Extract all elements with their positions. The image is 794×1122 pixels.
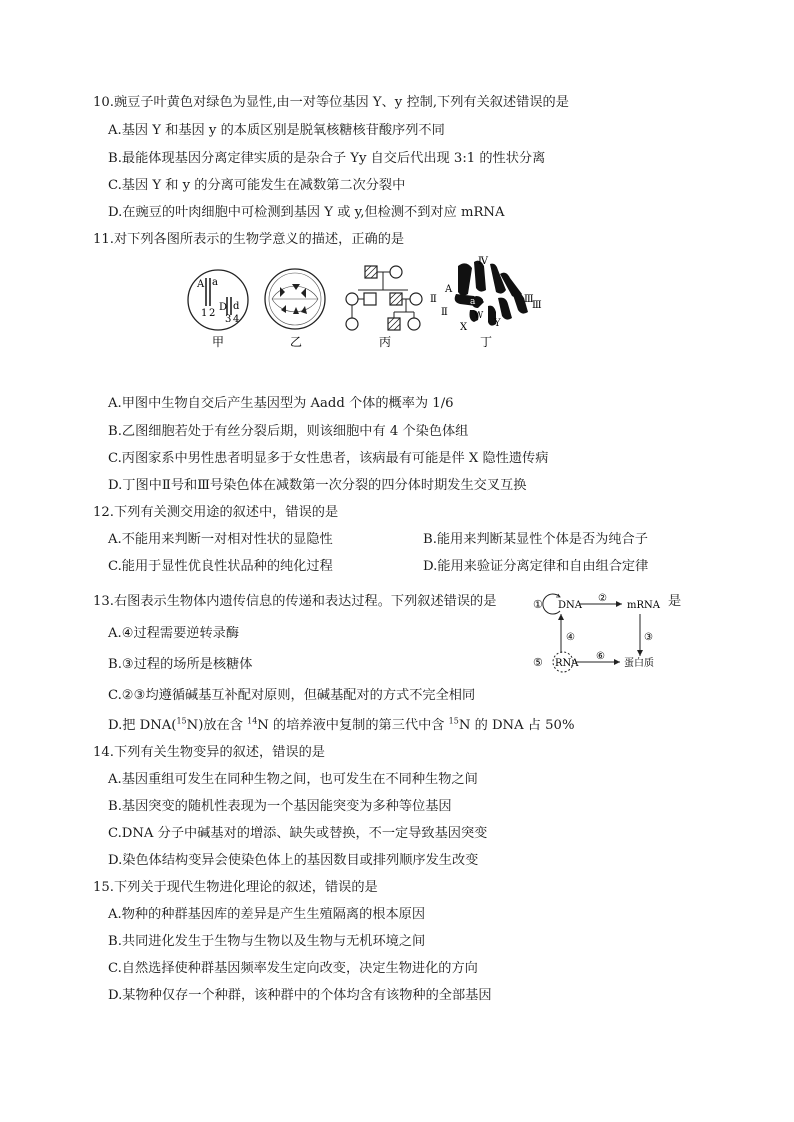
q14-option-b: B.基因突变的随机性表现为一个基因能突变为多种等位基因 — [108, 799, 452, 814]
diag-n3: ③ — [644, 632, 653, 643]
ding-label-A: A — [445, 284, 453, 295]
ding-label-X: X — [460, 322, 468, 333]
q15-option-c: C.自然选择使种群基因频率发生定向改变，决定生物进化的方向 — [108, 961, 478, 976]
q13-option-c: C.②③均遵循碱基互补配对原则，但碱基配对的方式不完全相同 — [108, 688, 476, 703]
ding-label-iv: Ⅳ — [478, 256, 488, 267]
q13-option-a: A.④过程需要逆转录酶 — [108, 626, 240, 641]
q12-option-a: A.不能用来判断一对相对性状的显隐性 — [108, 532, 333, 547]
diag-mrna: mRNA — [627, 600, 660, 611]
q13-d-sup1: 15 — [176, 716, 187, 726]
q14-option-d: D.染色体结构变异会使染色体上的基因数目或排列顺序发生改变 — [108, 853, 479, 868]
jia-label-4: 4 — [233, 314, 240, 325]
question-12-stem: 12.下列有关测交用途的叙述中，错误的是 — [93, 505, 339, 520]
q12-option-c: C.能用于显性优良性状品种的纯化过程 — [108, 559, 333, 574]
ding-label-ii-top: Ⅱ — [430, 294, 437, 305]
diag-n6: ⑥ — [596, 651, 605, 662]
ding-label-a: a — [470, 297, 476, 307]
q10-option-c: C.基因 Y 和 y 的分离可能发生在减数第二次分裂中 — [108, 178, 406, 193]
fig-label-jia: 甲 — [212, 335, 225, 349]
q11-option-b: B.乙图细胞若处于有丝分裂后期，则该细胞中有 4 个染色体组 — [108, 424, 469, 439]
q13-d-sup3: 15 — [448, 716, 459, 726]
question-13-stem: 13.右图表示生物体内遗传信息的传递和表达过程。下列叙述错误的是 — [93, 594, 497, 609]
q12-option-b: B.能用来判断某显性个体是否为纯合子 — [423, 532, 648, 547]
diag-n2: ② — [598, 593, 607, 604]
jia-label-d: d — [233, 301, 240, 312]
q13-d-part3: N 的培养液中复制的第三代中含 — [257, 718, 449, 733]
q13-d-part4: N 的 DNA 占 50% — [458, 718, 575, 733]
fig-label-ding: 丁 — [480, 335, 493, 349]
q15-option-b: B.共同进化发生于生物与生物以及生物与无机环境之间 — [108, 934, 426, 949]
diag-rna: RNA — [555, 658, 579, 669]
ding-label-ii-bot: Ⅱ — [441, 307, 448, 318]
jia-label-1: 1 — [201, 308, 208, 319]
q12-option-d: D.能用来验证分离定律和自由组合定律 — [423, 559, 649, 574]
q11-option-d: D.丁图中Ⅱ号和Ⅲ号染色体在减数第一次分裂的四分体时期发生交叉互换 — [108, 478, 527, 493]
ding-label-iii-right: Ⅲ — [524, 294, 534, 305]
q13-d-sup2: 14 — [247, 716, 258, 726]
q11-option-c: C.丙图家系中男性患者明显多于女性患者，该病最有可能是伴 X 隐性遗传病 — [108, 451, 549, 466]
question-10-stem: 10.豌豆子叶黄色对绿色为显性,由一对等位基因 Y、y 控制,下列有关叙述错误的是 — [93, 95, 569, 110]
diag-n1: ① — [533, 598, 543, 611]
jia-label-3: 3 — [225, 314, 232, 325]
ding-label-iii-right2: Ⅲ — [532, 300, 542, 311]
jia-label-A: A — [197, 279, 205, 290]
diag-n5: ⑤ — [533, 656, 543, 669]
q15-option-a: A.物种的种群基因库的差异是产生生殖隔离的根本原因 — [108, 907, 426, 922]
diag-n4: ④ — [566, 632, 575, 643]
q10-option-b: B.最能体现基因分离定律实质的是杂合子 Yy 自交后代出现 3:1 的性状分离 — [108, 151, 546, 166]
ding-label-W: W — [474, 311, 484, 321]
q13-option-d — [108, 718, 574, 734]
question-15-stem: 15.下列关于现代生物进化理论的叙述，错误的是 — [93, 880, 378, 895]
fig-label-yi: 乙 — [290, 335, 303, 349]
question-11-stem: 11.对下列各图所表示的生物学意义的描述，正确的是 — [93, 232, 405, 247]
diag-dna: DNA — [558, 600, 582, 611]
q11-option-a: A.甲图中生物自交后产生基因型为 Aadd 个体的概率为 1/6 — [108, 396, 454, 411]
diag-protein: 蛋白质 — [624, 658, 654, 669]
question-14-stem: 14.下列有关生物变异的叙述，错误的是 — [93, 745, 325, 760]
q13-d-part2: N)放在含 — [186, 718, 248, 733]
q15-option-d: D.某物种仅存一个种群，该种群中的个体均含有该物种的全部基因 — [108, 988, 492, 1003]
q13-d-part1: D.把 DNA( — [108, 718, 177, 733]
q14-option-c: C.DNA 分子中碱基对的增添、缺失或替换，不一定导致基因突变 — [108, 826, 488, 841]
q13-stem-end: 是 — [668, 594, 682, 609]
jia-label-2: 2 — [209, 308, 216, 319]
jia-label-a: a — [212, 277, 218, 288]
fig-label-bing: 丙 — [379, 335, 392, 349]
jia-label-D: D — [219, 302, 228, 313]
q14-option-a: A.基因重组可发生在同种生物之间，也可发生在不同种生物之间 — [108, 772, 478, 787]
q10-option-d: D.在豌豆的叶肉细胞中可检测到基因 Y 或 y,但检测不到对应 mRNA — [108, 205, 505, 220]
q13-option-b: B.③过程的场所是核糖体 — [108, 657, 253, 672]
q10-option-a: A.基因 Y 和基因 y 的本质区别是脱氧核糖核苷酸序列不同 — [108, 123, 445, 138]
ding-label-Y: Y — [494, 318, 501, 329]
